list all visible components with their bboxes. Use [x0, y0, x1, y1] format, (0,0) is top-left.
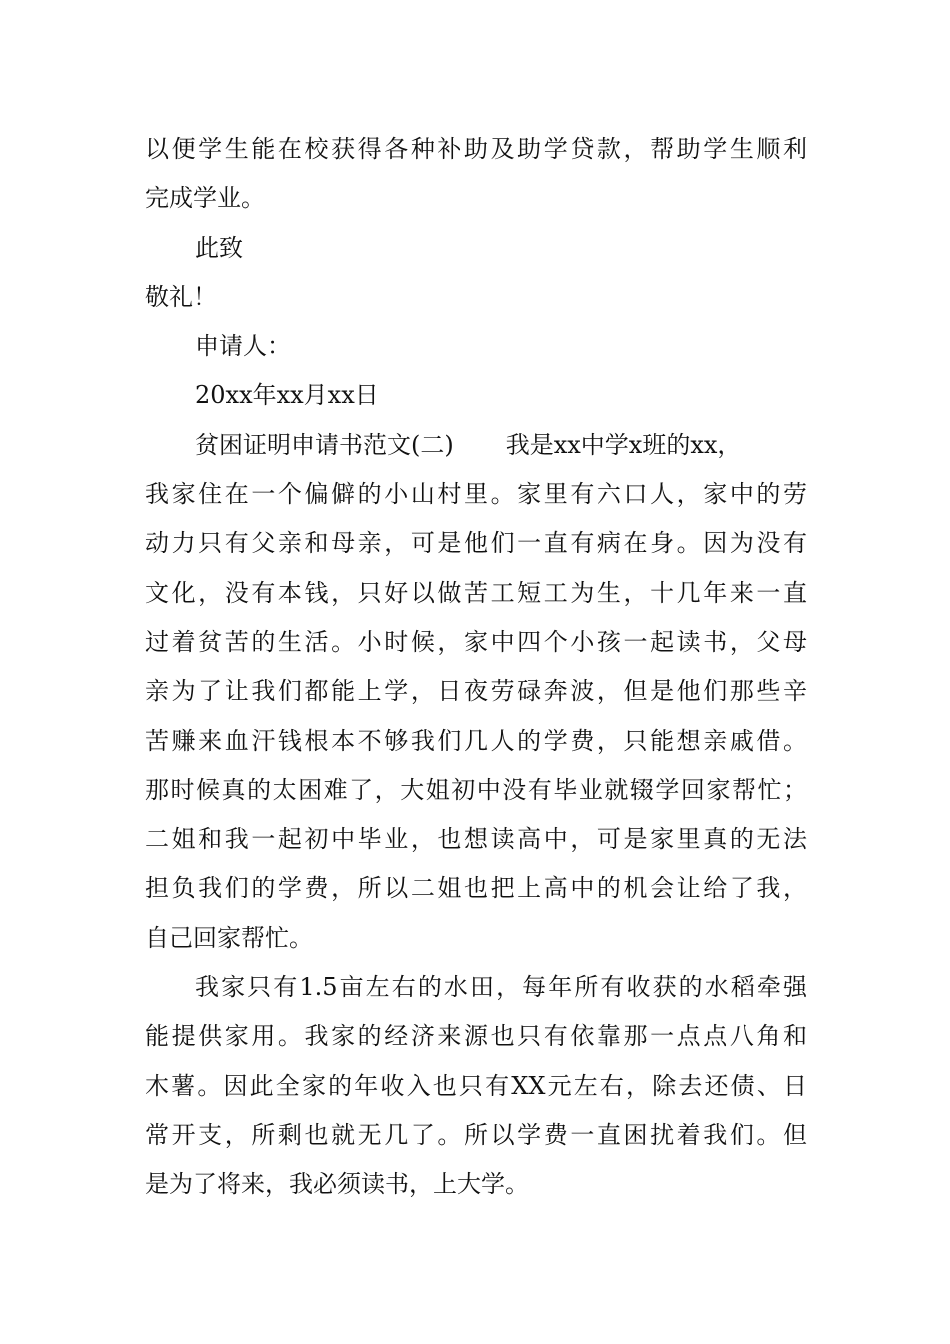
- closing-regards: 敬礼！: [145, 282, 217, 311]
- paragraph2-line-2: 能提供家用。我家的经济来源也只有依靠那一点点八角和: [145, 1022, 807, 1051]
- paragraph-line-1: 以便学生能在校获得各种补助及助学贷款，帮助学生顺利: [145, 135, 807, 163]
- paragraph-start: 我是xx中学x班的xx，: [505, 430, 742, 459]
- paragraph-line-8: 我家住在一个偏僻的小山村里。家里有六口人，家中的劳: [145, 480, 807, 509]
- paragraph2-line-5: 是为了将来，我必须读书，上大学。: [145, 1170, 529, 1199]
- paragraph-line-13: 苦赚来血汗钱根本不够我们几人的学费，只能想亲戚借。: [145, 726, 807, 755]
- closing-salutation: 此致: [195, 233, 243, 262]
- paragraph-line-11: 过着贫苦的生活。小时候，家中四个小孩一起读书，父母: [145, 627, 807, 656]
- section-title-line: [145, 421, 807, 470]
- paragraph-line-12: 亲为了让我们都能上学，日夜劳碌奔波，但是他们那些辛: [145, 677, 807, 706]
- date-line: 20xx年xx月xx日: [195, 381, 379, 410]
- paragraph-line-15: 二姐和我一起初中毕业，也想读高中，可是家里真的无法: [145, 825, 807, 854]
- paragraph2-line-4: 常开支，所剩也就无几了。所以学费一直困扰着我们。但: [145, 1120, 807, 1149]
- paragraph-line-16: 担负我们的学费，所以二姐也把上高中的机会让给了我，: [145, 874, 807, 903]
- paragraph-line-14: 那时候真的太困难了，大姐初中没有毕业就辍学回家帮忙；: [145, 775, 807, 804]
- paragraph2-line-1: 我家只有1.5亩左右的水田，每年所有收获的水稻牵强: [195, 973, 807, 1002]
- paragraph-line-9: 动力只有父亲和母亲，可是他们一直有病在身。因为没有: [145, 529, 807, 558]
- paragraph-line-10: 文化，没有本钱，只好以做苦工短工为生，十几年来一直: [145, 578, 807, 607]
- applicant-label: 申请人：: [195, 332, 291, 361]
- section-title: 贫困证明申请书范文(二): [195, 430, 454, 459]
- paragraph-line-2: 完成学业。: [145, 184, 265, 213]
- paragraph2-line-3: 木薯。因此全家的年收入也只有XX元左右，除去还债、日: [145, 1071, 807, 1100]
- document-page: [145, 125, 807, 1210]
- paragraph-line-17: 自己回家帮忙。: [145, 923, 313, 952]
